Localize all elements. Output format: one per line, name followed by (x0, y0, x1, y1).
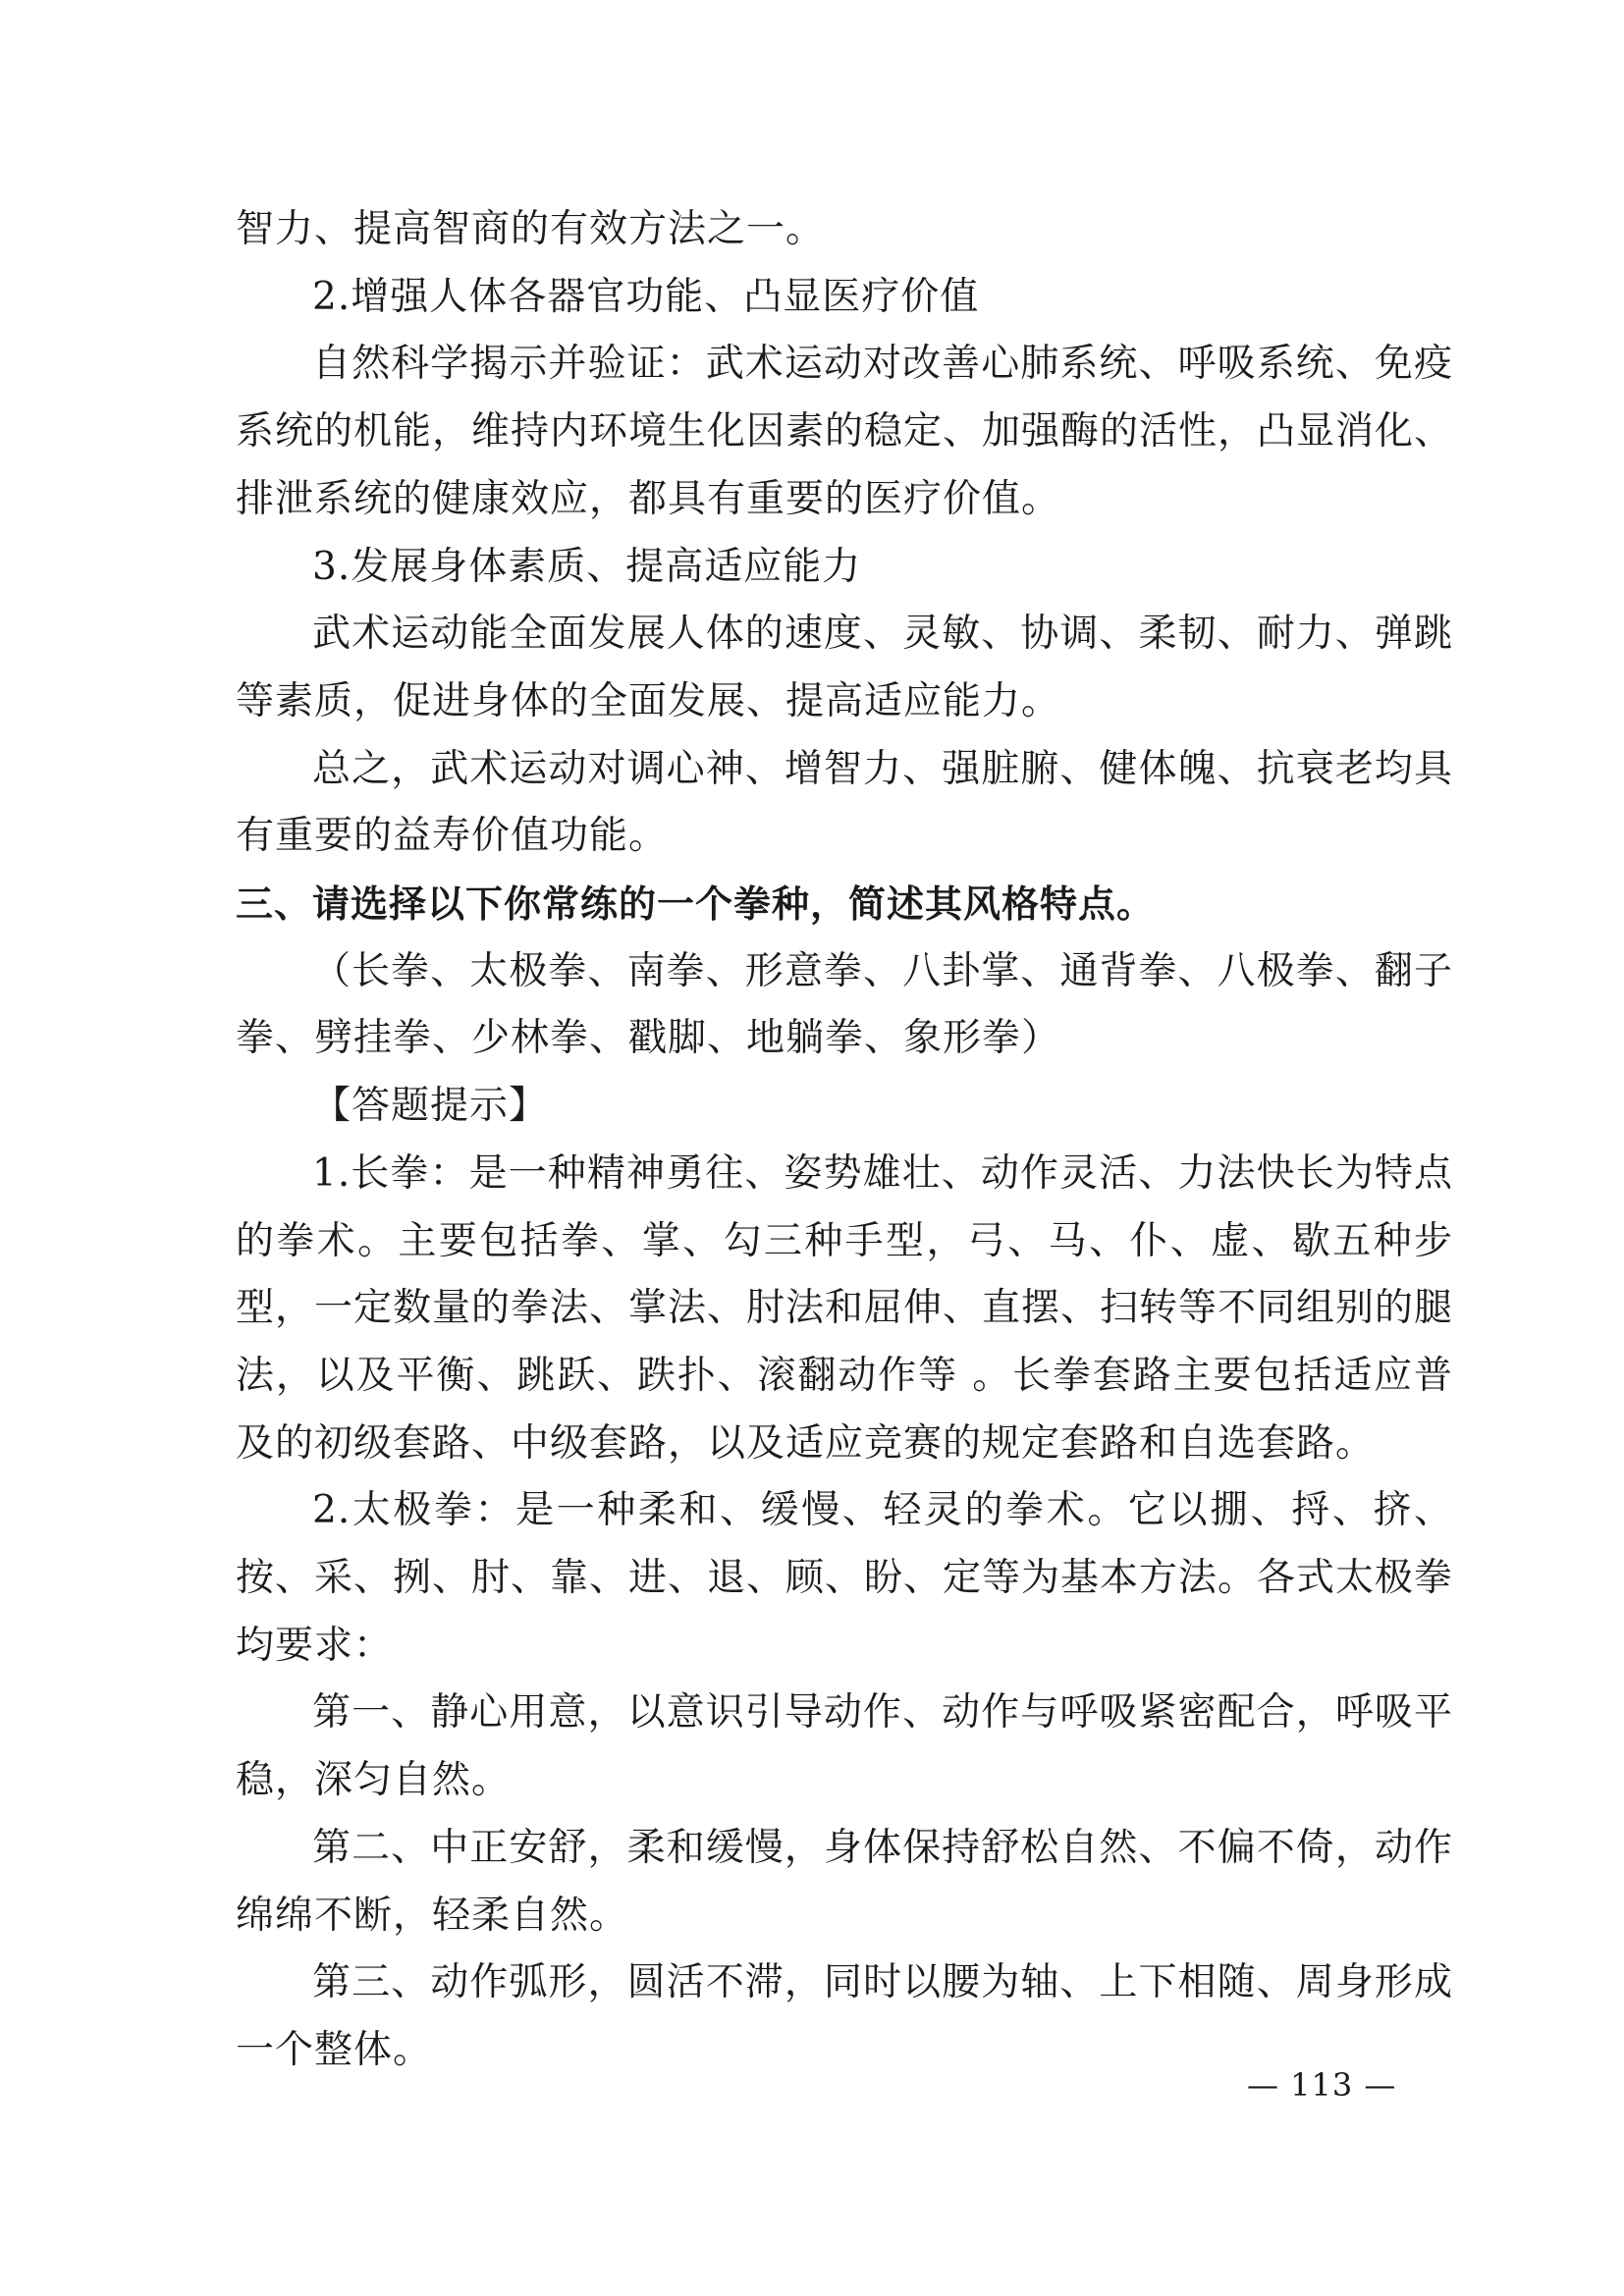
subheading-2: 2.增强人体各器官功能、凸显医疗价值 (312, 274, 980, 319)
paragraph-taijiquan: 2.太极拳：是一种柔和、缓慢、轻灵的拳术。它以掤、捋、挤、按、采、挒、肘、靠、进、退、顾、盼、定等为基本方法。各式太极拳均要求： (236, 1488, 1454, 1668)
section-heading-3: 三、请选择以下你常练的一个拳种，简述其风格特点。 (236, 882, 1156, 927)
paragraph-changquan: 1.长拳：是一种精神勇往、姿势雄壮、动作灵活、力法快长为特点的拳术。主要包括拳、掌、勾三种手型，弓、马、仆、虚、歇五种步型，一定数量的拳法、掌法、肘法和屈伸、直摆、扫转等不同组别的腿法，以及平衡、跳跃、跌扑、滚翻动作等 。长拳套路主要包括适应普及的初级套路、中级套路，以及适应竞赛的规定套路和自选套路。 (236, 1150, 1454, 1466)
paragraph-boxing-list: （长拳、太极拳、南拳、形意拳、八卦掌、通背拳、八极拳、翻子拳、劈挂拳、少林拳、戳脚、地躺拳、象形拳） (236, 948, 1453, 1061)
answer-hint-label: 【答题提示】 (312, 1084, 549, 1129)
paragraph-medical-value: 自然科学揭示并验证：武术运动对改善心肺系统、呼吸系统、免疫系统的机能，维持内环境生化因素的稳定、加强酶的活性，凸显消化、排泄系统的健康效应，都具有重要的医疗价值。 (236, 342, 1454, 521)
document-body (236, 196, 1453, 2085)
page-number: — 113 — (1247, 2066, 1397, 2104)
paragraph-summary: 总之，武术运动对调心神、增智力、强脏腑、健体魄、抗衰老均具有重要的益寿价值功能。 (236, 746, 1453, 859)
paragraph-physical-quality: 武术运动能全面发展人体的速度、灵敏、协调、柔韧、耐力、弹跳等素质，促进身体的全面发展、提高适应能力。 (236, 612, 1453, 723)
paragraph-point-1: 第一、静心用意，以意识引导动作、动作与呼吸紧密配合，呼吸平稳，深匀自然。 (236, 1690, 1453, 1803)
paragraph-continuation: 智力、提高智商的有效方法之一。 (236, 207, 826, 251)
paragraph-point-2: 第二、中正安舒，柔和缓慢，身体保持舒松自然、不偏不倚，动作绵绵不断，轻柔自然。 (236, 1825, 1453, 1938)
paragraph-point-3: 第三、动作弧形，圆活不滞，同时以腰为轴、上下相随、周身形成一个整体。 (236, 1960, 1453, 2072)
subheading-3: 3.发展身体素质、提高适应能力 (312, 544, 862, 589)
